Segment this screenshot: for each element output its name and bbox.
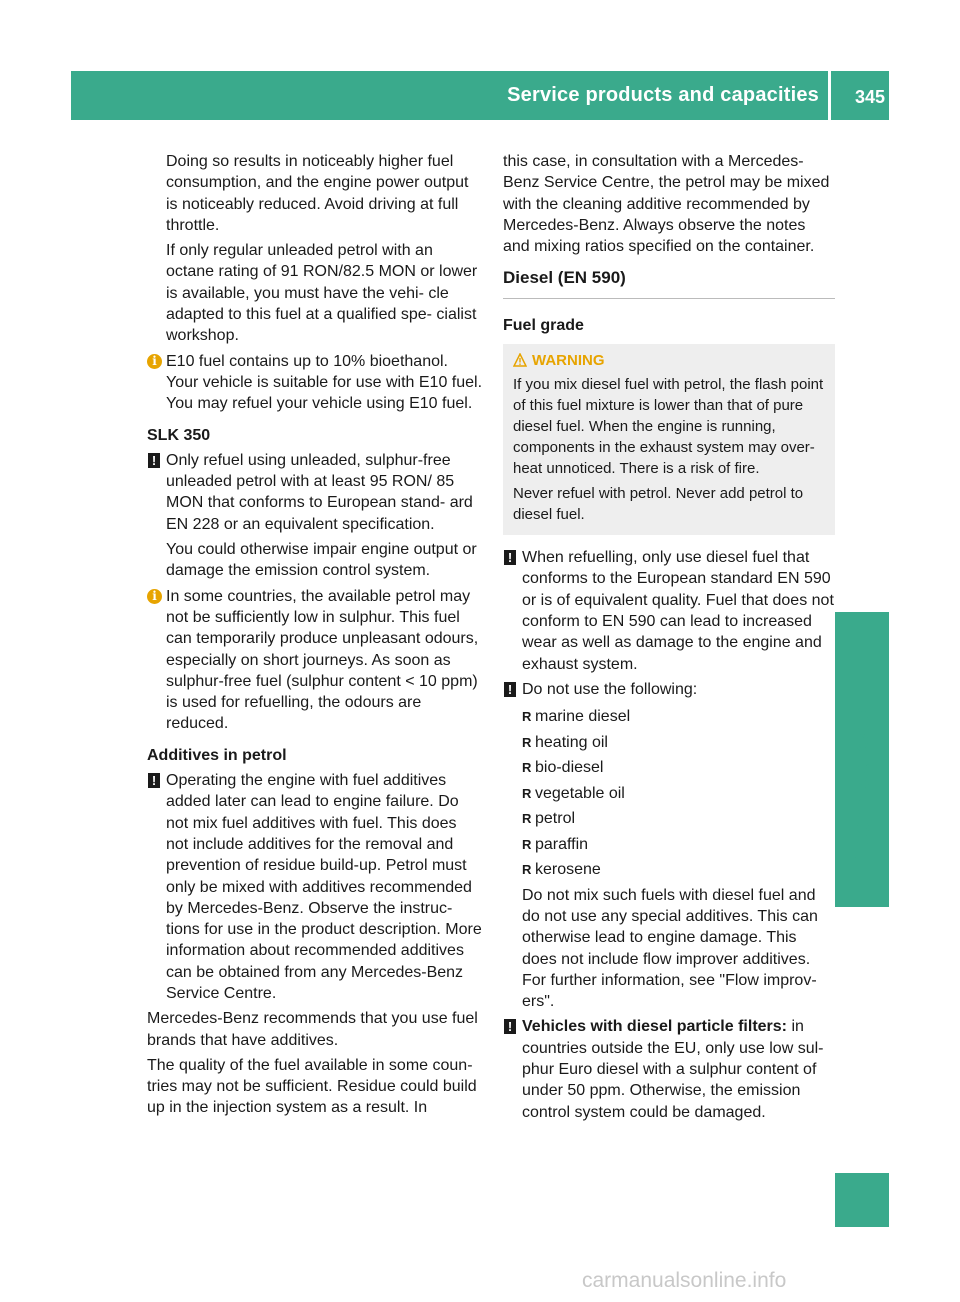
list-item: R kerosene — [522, 857, 835, 883]
list-item: R vegetable oil — [522, 781, 835, 807]
caution-note-text: in countries outside the EU, only use low sul- phur Euro diesel with a sulphur content of under 50 ppm. Otherwise, the emission control system could be damaged. — [522, 1018, 824, 1121]
warning-triangle-icon — [513, 353, 527, 367]
caution-note — [503, 547, 835, 675]
paragraph: The quality of the fuel available in some coun- tries may not be sufficient. Residue could build up in the injection system as a result. In — [147, 1056, 477, 1117]
warning-text: Never refuel with petrol. Never add petrol to diesel fuel. — [513, 485, 804, 524]
side-tab-marker — [835, 1173, 889, 1227]
paragraph: Do not mix such fuels with diesel fuel and do not use any special additives. This can otherwise lead to engine damage. This does not include flow improver additives. For further information, see "Flow improv- ers". — [522, 886, 818, 1011]
bullet-mark: R — [522, 862, 532, 878]
prohibited-fuels-list — [503, 704, 835, 883]
info-note-text: In some countries, the available petrol may not be sufficiently low in sulphur. This fuel can temporarily produce unpleasant odours, especially on short journeys. As soon as sulphur-free fuel (sulphur content < 10 ppm) is used for refuelling, the odours are reduced. — [166, 587, 479, 733]
list-item: R paraffin — [522, 832, 835, 858]
warning-title-text: WARNING — [532, 352, 605, 370]
info-icon: i — [147, 589, 162, 604]
watermark: carmanualsonline.info — [582, 1269, 787, 1292]
paragraph: this case, in consultation with a Mercedes- Benz Service Centre, the petrol may be mixed with the cleaning additive recommended by Mercedes-Benz. Always observe the notes and mixing ratios specified on the container. — [503, 153, 830, 256]
bullet-mark: R — [522, 734, 532, 750]
bullet-mark: R — [522, 709, 532, 725]
caution-note-text: Only refuel using unleaded, sulphur-free unleaded petrol with at least 95 RON/ 85 MON that conforms to European stand- ard EN 228 or an equivalent specification. — [166, 451, 473, 533]
paragraph: Doing so results in noticeably higher fuel consumption, and the engine power output is noticeably reduced. Avoid driving at full throttle. — [166, 153, 469, 234]
warning-text: If you mix diesel fuel with petrol, the flash point of this fuel mixture is lower than that of pure diesel fuel. When the engine is running, components in the exhaust system may over- heat unnoticed. There is a risk of fire. — [513, 376, 824, 478]
caution-note — [503, 679, 835, 700]
caution-note-bold: Vehicles with diesel particle filters: — [522, 1018, 787, 1036]
left-column — [147, 151, 483, 1123]
info-note-text: E10 fuel contains up to 10% bioethanol. Your vehicle is suitable for use with E10 fuel. You may refuel your vehicle using E10 fuel. — [166, 352, 483, 413]
exclamation-icon: ! — [148, 453, 160, 468]
paragraph: If only regular unleaded petrol with an octane rating of 91 RON/82.5 MON or lower is available, you must have the vehi- cle adapted to this fuel at a qualified spe- cialist workshop. — [166, 242, 478, 345]
list-item: R marine diesel — [522, 704, 835, 730]
caution-note-text: Do not use the following: — [522, 680, 698, 698]
bullet-mark: R — [522, 760, 532, 776]
subheading-fuel-grade: Fuel grade — [503, 316, 584, 334]
page-number: 345 — [854, 87, 885, 107]
bullet-mark: R — [522, 811, 532, 827]
info-note — [147, 586, 483, 735]
bullet-mark: R — [522, 785, 532, 801]
info-icon: i — [147, 354, 162, 369]
header-separator — [828, 71, 831, 120]
side-tab-label: Technical data — [849, 706, 874, 858]
caution-note — [147, 770, 483, 1004]
caution-note-text: When refuelling, only use diesel fuel that conforms to the European standard EN 590 or is of equivalent quality. Fuel that does not conform to EN 590 can lead to increased wear as well as damage to the engine and exhaust system. — [522, 549, 834, 673]
info-note — [147, 351, 483, 415]
header-bar — [71, 71, 889, 120]
paragraph: Mercedes-Benz recommends that you use fuel brands that have additives. — [147, 1010, 478, 1049]
caution-note-text: Operating the engine with fuel additives added later can lead to engine failure. Do not mix fuel additives with fuel. This does not include additives for the removal and prevention of residue build-up. Petrol must only be mixed with additives recommended by Mercedes-Benz. Observe the instruc- tions for use in the product description. More information about recommended additives can be obtained from any Mercedes-Benz Service Centre. — [166, 772, 482, 1002]
subheading-slk-350: SLK 350 — [147, 426, 211, 444]
list-item: R heating oil — [522, 730, 835, 756]
header-title: Service products and capacities — [507, 84, 819, 106]
subheading-additives: Additives in petrol — [147, 746, 287, 764]
exclamation-icon: ! — [148, 773, 160, 788]
caution-note-text: You could otherwise impair engine output or damage the emission control system. — [166, 541, 477, 580]
exclamation-icon: ! — [504, 550, 516, 565]
warning-box — [503, 344, 835, 535]
caution-note — [503, 1016, 835, 1122]
list-item: R petrol — [522, 806, 835, 832]
bullet-mark: R — [522, 836, 532, 852]
list-item: R bio-diesel — [522, 755, 835, 781]
warning-title — [513, 350, 827, 371]
caution-note — [147, 450, 483, 582]
exclamation-icon: ! — [504, 1019, 516, 1034]
section-heading-diesel: Diesel (EN 590) — [503, 267, 835, 298]
right-column — [503, 151, 835, 1127]
exclamation-icon: ! — [504, 682, 516, 697]
